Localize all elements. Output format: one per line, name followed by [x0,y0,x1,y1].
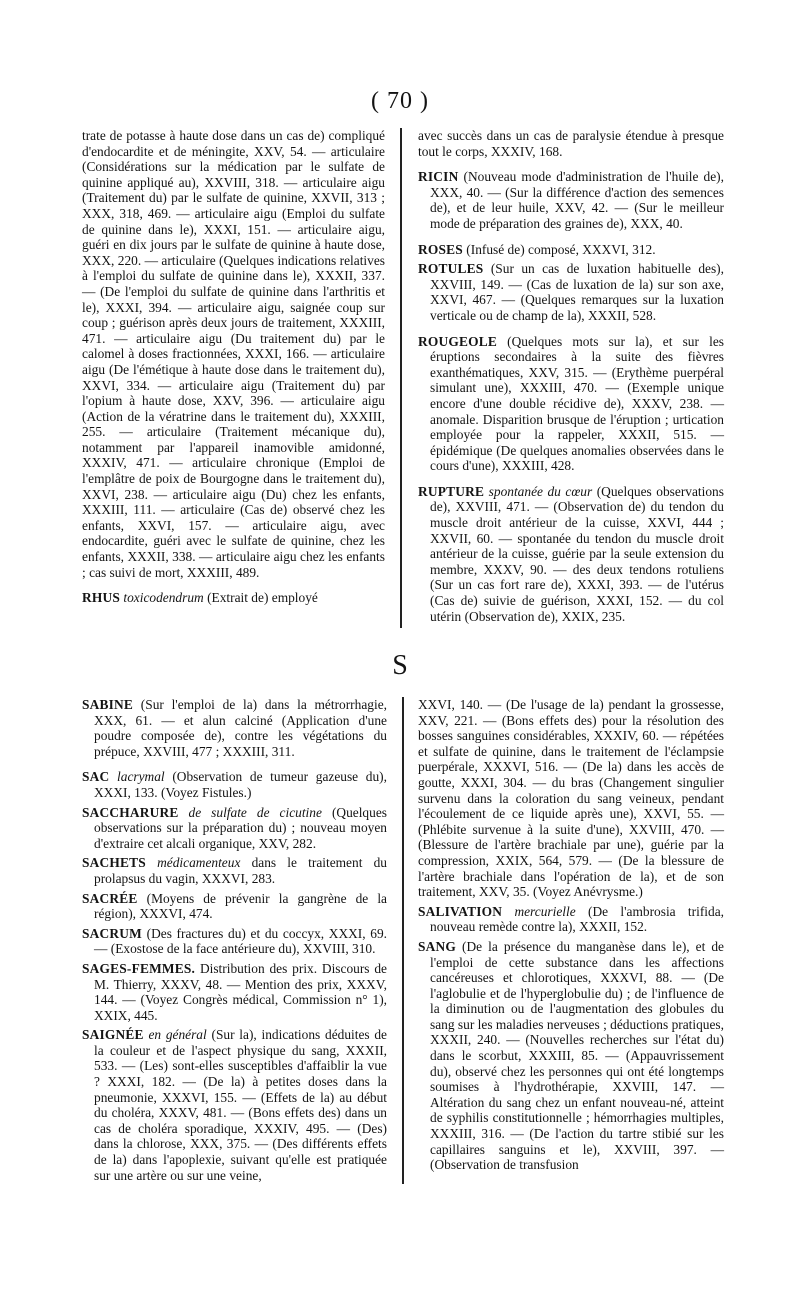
entry-ricin [418,169,724,231]
column-top-left [82,128,385,606]
entry-headword: SAIGNÉE [82,1027,144,1043]
column-top-right [418,128,724,624]
entry-headword: SABINE [82,697,134,712]
entry-saignee-continued [418,697,724,900]
column-divider-top [400,128,402,628]
entry-sang [418,939,724,1173]
entry-qualifier: de sulfate de cicutine [188,804,322,820]
entry-text: (Extrait de) employé [207,590,318,606]
entry-sac [82,769,387,800]
entry-saignee [82,1027,387,1183]
entry-headword: SANG [418,938,457,954]
entry-headword: SACCHARURE [82,804,179,820]
entry-text: Distribution des prix. Discours de M. Thierry, XXXV, 48. — Mention des prix, XXXV, 144. — (Voyez Congrès médical, Commission n° 1), XXIX, 445. [94,960,387,1023]
entry-text: (Infusé de) composé, XXXVI, 312. [466,241,656,257]
entry-qualifier: mercurielle [514,903,576,919]
entry-text: avec succès dans un cas de paralysie étendue à presque tout le corps, XXXIV, 168. [418,128,724,159]
entry-roses [418,242,724,258]
entry-headword: ROSES [418,241,463,257]
entry-sages-femmes [82,961,387,1023]
column-divider-bottom [402,697,404,1184]
entry-qualifier: toxicodendrum [123,590,204,606]
entry-qualifier: en général [148,1027,207,1043]
entry-headword: SAC [82,769,110,785]
entry-text: (Sur la), indications déduites de la couleur et de l'aspect physique du sang, XXXII, 533. — (Les) sont-elles susceptibles d'affaiblir la vue ? XXXI, 182. — (De la) à petites doses dans la pneumonie, XXXVI, 155. — (Effets de la) au début du choléra, XXXV, 481. — (Bons effets des) dans un cas de choléra sporadique, XXXIV, 495. — (Des) dans la chlorose, XXX, 375. — (Des différents effets de la) dans l'apoplexie, suivant qu'elle est pratiquée sur une artère ou sur une veine, [94,1027,388,1183]
entry-headword: RUPTURE [418,483,485,499]
entry-headword: RICIN [418,169,459,185]
entry-sabine [82,697,387,759]
entry-text: (Des fractures du) et du coccyx, XXXI, 69. — (Exostose de la face antérieure du), XXVIII, 310. [94,925,387,957]
entry-text: (De la présence du manganèse dans le), et de l'emploi de cette substance dans les affections cancéreuses et chlorotiques, XXXVI, 88. — (De l'aglobulie et de l'hyperglobulie du) ; de l'influence de la diminution ou de l'augmentation des globules du sang sur les maladies nerveuses ; déductions pratiques, XXXII, 240. — (Nouvelles recherches sur l'état du) dans le scorbut, XXXIII, 85. — (Appauvrissement du), observé chez les personnes qui ont été longtemps soumises à l'hydrothérapie, XXVIII, 147. — Altération du sang chez un enfant nouveau-né, atteint de syphilis constitutionnelle ; hémorrhagies multiples, XXXIII, 316. — (De l'action du tartre stibié sur les capillaires sanguins et le), XXVIII, 397. — (Observation de transfusion [430,938,724,1173]
entry-text: (Quelques mots sur la), et sur les éruptions secondaires à la suite des fièvres exanthématiques, XXV, 315. — (Erythème puerpéral simulant une), XXXIII, 470. — (Exemple unique encore d'une double récidive de), XXXV, 238. — anomale. Disparition brusque de l'éruption ; urtication employée pour la rappeler, XXXII, 515. — épidémique (De quelques anomalies observées dans le cours d'une), XXXIII, 428. [430,333,724,474]
entry-text: (Sur un cas de luxation habituelle des), XXVIII, 149. — (Cas de luxation de la) sur son axe, XXVI, 467. — (Quelques remarques sur la luxation verticale ou de champ de la), XXXII, 528. [430,261,724,323]
entry-text: XXVI, 140. — (De l'usage de la) pendant la grossesse, XXV, 221. — (Bons effets des) pour la résolution des bosses sanguines considérables, XXXIV, 60. — répétées et sulfate de quinine, dans le traitement de l'éclampsie puerpérale, XXXVI, 516. — (De la) dans les accès de goutte, XXXI, 304. — du bras (Changement singulier survenu dans la coloration du sang veineux, pendant l'écoulement de ce liquide après une), XXVI, 55. — (Phlébite survenue à la suite d'une), XXVIII, 470. — (Blessure de l'artère brachiale par une), guérie par la compression, XXIX, 564, 579. — (De la blessure de l'artère brachiale dans l'opération de la), et de son traitement, XXV, 35. (Voyez Anévrysme.) [418,697,724,900]
section-letter: S [392,650,408,681]
entry-headword: SALIVATION [418,903,503,919]
page-number: ( 70 ) [371,88,429,114]
entry-text: (Sur l'emploi de la) dans la métrorrhagie, XXX, 61. — et alun calciné (Application d'une poudre composée de), contre les végétations du prépuce, XXVIII, 477 ; XXXIII, 311. [94,697,387,759]
entry-rhus [82,590,385,606]
entry-qualifier: médicamenteux [157,855,241,871]
entry-text: (Quelques observations sur la préparation du) ; nouveau moyen d'extraire cet alcali organique, XXV, 282. [94,804,387,851]
entry-text: (Nouveau mode d'administration de l'huile de), XXX, 40. — (Sur la différence d'action des semences de), et de leur huile, XXV, 42. — (Sur le meilleur mode de préparation des graines de), XXX, 40. [430,169,724,231]
entry-headword: SAGES-FEMMES. [82,960,196,976]
entry-headword: SACRÉE [82,890,138,906]
entry-rhus-continued [418,128,724,159]
column-bottom-left [82,697,387,1183]
entry-qualifier: lacrymal [117,769,165,785]
entry-headword: ROTULES [418,261,484,277]
entry-saccharure [82,805,387,852]
entry-headword: ROUGEOLE [418,333,497,349]
entry-rougeole [418,334,724,474]
entry-sachets [82,855,387,886]
entry-text: (De l'ambrosia trifida, nouveau remède contre la), XXXII, 152. [430,903,724,935]
entry-text: (Quelques observations de), XXVIII, 471. — (Observation de) du tendon du muscle droit antérieur de la cuisse, XXVI, 444 ; XXVII, 60. — spontanée du tendon du muscle droit antérieur de la cuisse, guérie par la seule extension du membre, XXXV, 90. — des deux tendons rotuliens (Sur un cas fort rare de), XXXI, 393. — de l'utérus (Cas de) suivie de guérison, XXXI, 152. — du col utérin (Observation de), XXIX, 235. [430,483,724,624]
column-bottom-right [418,697,724,1173]
entry-headword: SACRUM [82,925,142,941]
entry-sacree [82,891,387,922]
entry-headword: RHUS [82,590,121,606]
entry-sacrum [82,926,387,957]
entry-rotules [418,261,724,323]
entry-qualifier: spontanée du cœur [488,483,593,499]
entry-text: (Observation de tumeur gazeuse du), XXXI, 133. (Voyez Fistules.) [94,769,387,800]
entry-text: trate de potasse à haute dose dans un cas de) compliqué d'endocardite et de méningite, XXV, 54. — articulaire (Considérations sur la médication par le sulfate de quinine appliqué au), XXVIII, 318. — articulaire aigu (Traitement du) par le sulfate de quinine, XXVII, 313 ; XXX, 318, 469. — articulaire aigu (Emploi du sulfate de quinine dans le), XXXI, 151. — articulaire aigu, guéri en dix jours par le sulfate de quinine à haute dose, XXX, 220. — articulaire (Quelques indications relatives à l'emploi du sulfate de quinine dans le), XXXII, 337. — (De l'emploi du sulfate de quinine dans l'arthritis et le), XXXI, 394. — articulaire aigu, saignée coup sur coup ; guérison après deux jours de traitement, XXXIII, 471. — articulaire aigu (Du traitement du) par le calomel à doses fractionnées, XXXI, 166. — articulaire aigu (De l'émétique à haute dose dans le traitement du), XXVI, 334. — articulaire aigu (Traitement du) par l'opium à haute dose, XXV, 396. — articulaire aigu (Action de la vératrine dans le traitement du), XXXIII, 255. — articulaire (Traitement mécanique du), notamment par l'appareil inamovible amidonné, XXXIV, 471. — articulaire chronique (Emploi de l'emplâtre de poix de Bourgogne dans le traitement du), XXVI, 238. — articulaire aigu (Du) chez les enfants, XXXIII, 111. — articulaire (Cas de) observé chez les enfants, XXVI, 157. — articulaire aigu, avec endocardite, guéri avec le sulfate de quinine, chez les enfants, XXXII, 338. — articulaire aigu chez les enfants ; cas suivi de mort, XXXIII, 489. [82,128,385,580]
entry-text: dans le traitement du prolapsus du vagin, XXXVI, 283. [94,855,387,886]
entry-rupture [418,484,724,624]
entry-rhumatisme-continued [82,128,385,580]
entry-salivation [418,904,724,935]
entry-headword: SACHETS [82,855,146,871]
entry-text: (Moyens de prévenir la gangrène de la région), XXXVI, 474. [94,890,387,922]
